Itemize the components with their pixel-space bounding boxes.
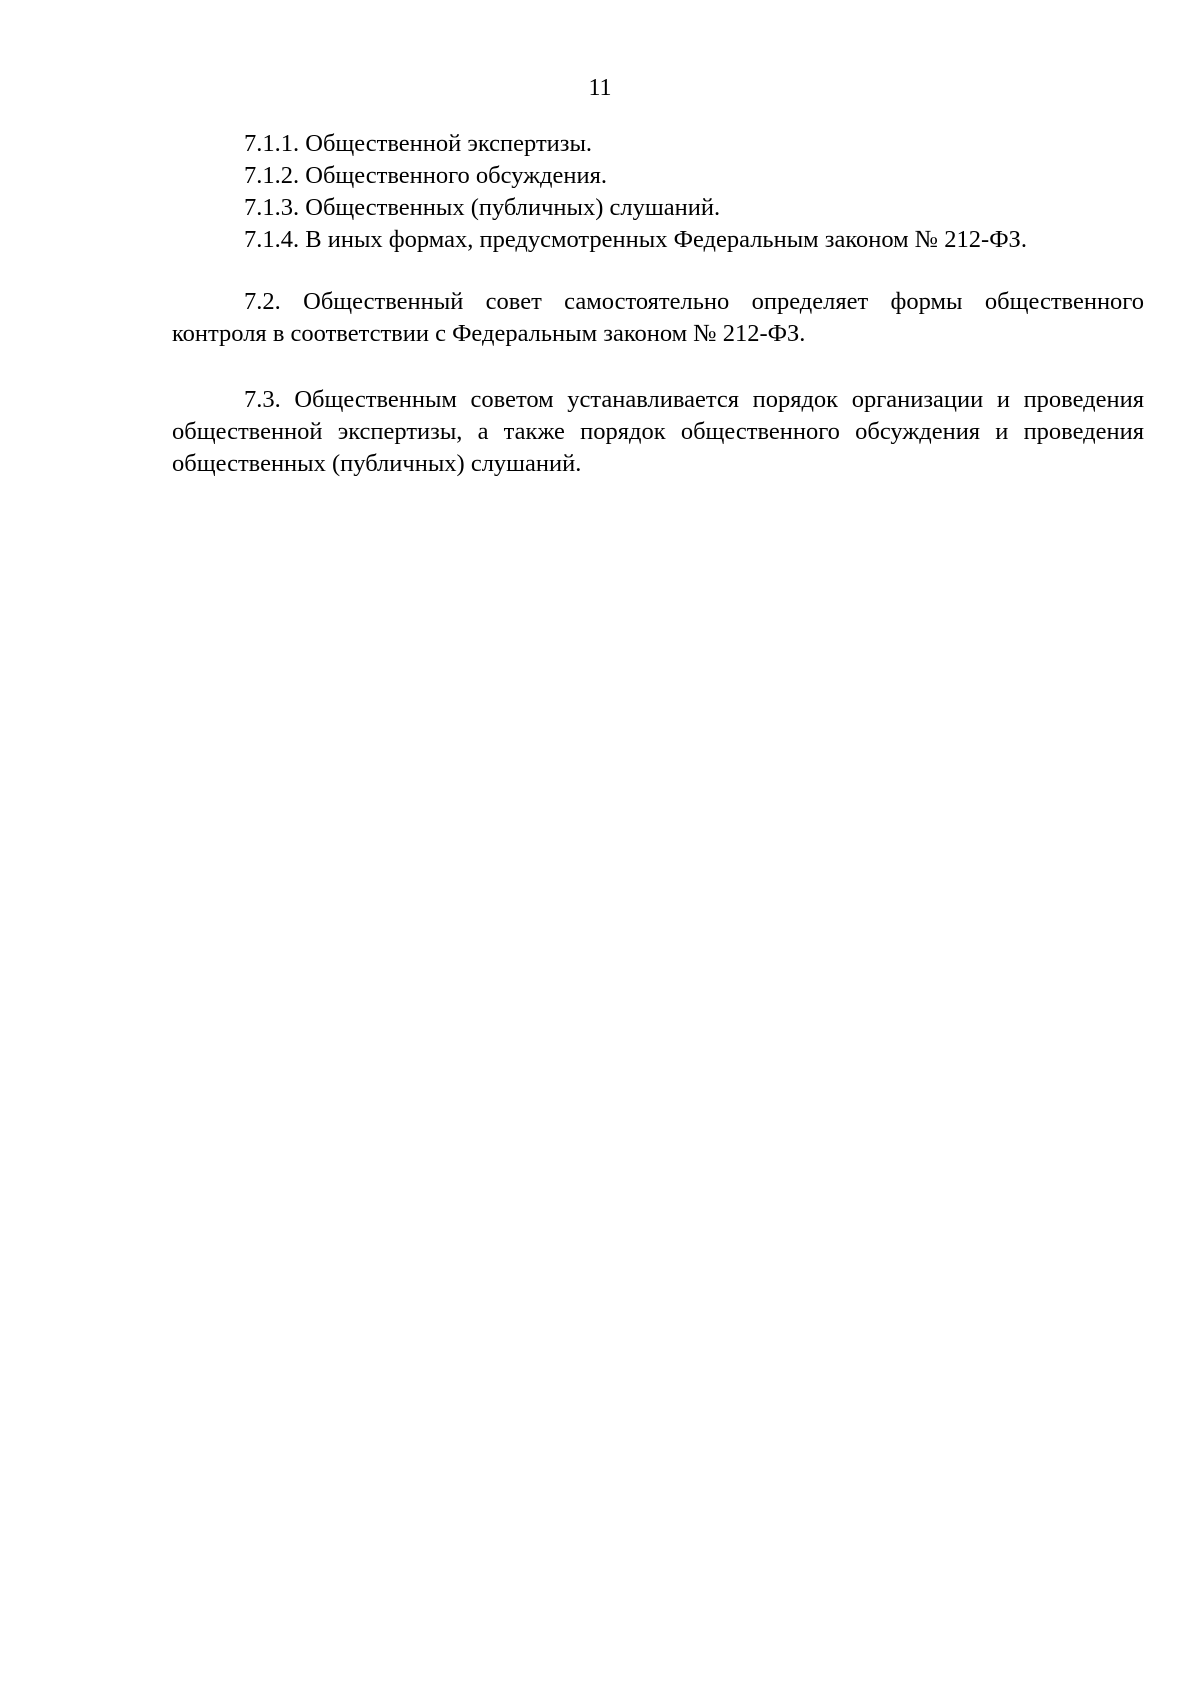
list-item-7-1-4: 7.1.4. В иных формах, предусмотренных Федеральным законом № 212-ФЗ.	[244, 226, 1027, 253]
page-number: 11	[588, 75, 612, 101]
list-item-7-1-1: 7.1.1. Общественной экспертизы.	[244, 130, 593, 157]
list-item-7-1-2: 7.1.2. Общественного обсуждения.	[244, 162, 608, 189]
list-item-7-1-3: 7.1.3. Общественных (публичных) слушаний.	[244, 194, 721, 221]
paragraph-7-3: 7.3. Общественным советом устанавливается порядок организации и проведения общественной экспертизы, а также порядок общественного обсуждения и проведения общественных (публичных) слушаний.	[172, 386, 1144, 477]
document-body	[172, 128, 1144, 480]
paragraph-7-2: 7.2. Общественный совет самостоятельно определяет формы общественного контроля в соответствии с Федеральным законом № 212-ФЗ.	[172, 288, 1144, 347]
